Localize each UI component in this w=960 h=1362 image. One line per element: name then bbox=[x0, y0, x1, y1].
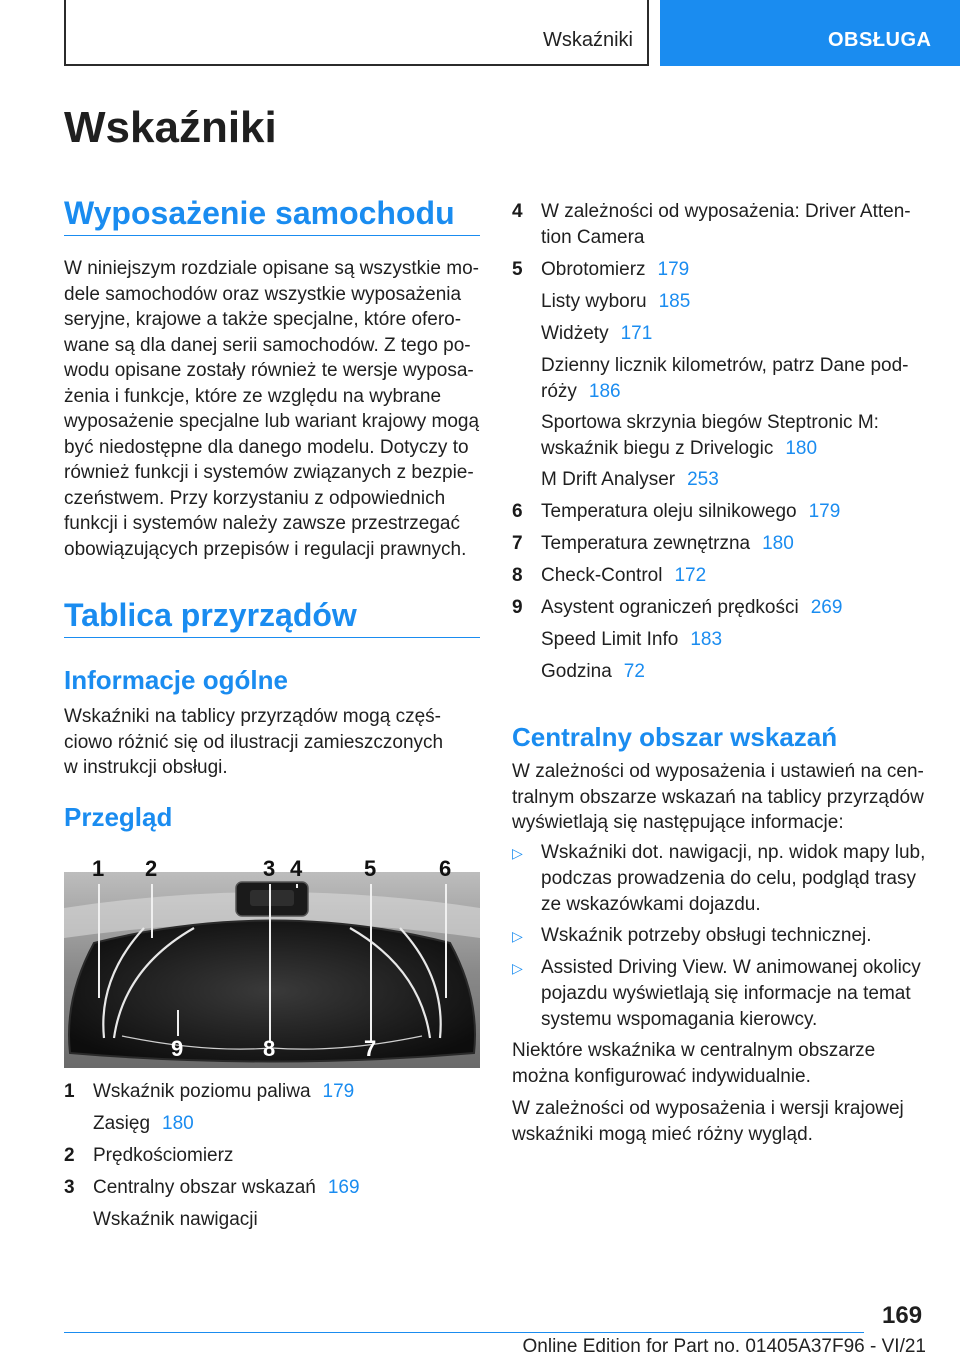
list-item: 9 Asystent ograniczeń prędkości 269 bbox=[512, 597, 843, 618]
page-ref-link[interactable]: 169 bbox=[327, 1177, 360, 1198]
list-item: 6 Temperatura oleju silnikowego 179 bbox=[512, 501, 841, 522]
general-paragraph: Wskaźniki na tablicy przyrządów mogą częś- ciowo różnić się od ilustracji zamieszczonych w instrukcji obsługi. bbox=[64, 706, 444, 778]
page-ref-link[interactable]: 179 bbox=[657, 259, 690, 280]
page-ref-link[interactable]: 172 bbox=[674, 565, 707, 586]
bullet-item: ▷ Wskaźnik potrzeby obsługi technicznej. bbox=[512, 923, 843, 949]
section-rule bbox=[64, 637, 480, 638]
subsection-title-central-display: Centralny obszar wskazań bbox=[512, 722, 838, 752]
bullet-triangle-icon: ▷ bbox=[512, 960, 523, 976]
bullet-item: ▷ Assisted Driving View. W animowanej okolicy pojazdu wyświetlają się informacje na temat systemu wspomagania kierowcy. bbox=[512, 957, 921, 1030]
page-ref-link[interactable]: 179 bbox=[322, 1081, 355, 1102]
list-item: 3 Centralny obszar wskazań 169 bbox=[64, 1177, 360, 1198]
callout-8: 8 bbox=[263, 1036, 276, 1061]
callout-3: 3 bbox=[263, 856, 276, 881]
callout-7: 7 bbox=[364, 1036, 377, 1061]
list-item: Wskaźnik nawigacji bbox=[93, 1209, 258, 1230]
list-item: Zasięg 180 bbox=[93, 1113, 194, 1134]
header-section-box bbox=[64, 0, 649, 66]
list-item: 5 Obrotomierz 179 bbox=[512, 259, 690, 280]
callout-2: 2 bbox=[145, 856, 158, 881]
footer-rule bbox=[64, 1332, 864, 1333]
list-item: Speed Limit Info 183 bbox=[541, 629, 723, 650]
header-chapter-tab[interactable] bbox=[660, 0, 960, 66]
section-rule bbox=[64, 235, 480, 236]
callout-6: 6 bbox=[439, 856, 452, 881]
page-ref-link[interactable]: 186 bbox=[588, 381, 621, 402]
central-display-intro: W zależności od wyposażenia i ustawień na cen- tralnym obszarze wskazań na tablicy przyrządów wyświetlają się następujące informacje: bbox=[512, 761, 924, 833]
callout-9: 9 bbox=[171, 1036, 184, 1061]
bullet-triangle-icon: ▷ bbox=[512, 845, 523, 861]
page-ref-link[interactable]: 185 bbox=[658, 291, 691, 312]
callout-1: 1 bbox=[92, 856, 105, 881]
list-item: M Drift Analyser 253 bbox=[541, 469, 719, 490]
edition-footer: Online Edition for Part no. 01405A37F96 - VI/21 bbox=[522, 1336, 926, 1357]
list-item: Widżety 171 bbox=[541, 323, 653, 344]
instrument-cluster-illustration bbox=[64, 848, 480, 1068]
page-ref-link[interactable]: 269 bbox=[810, 597, 843, 618]
bullet-triangle-icon: ▷ bbox=[512, 928, 523, 944]
callout-5: 5 bbox=[364, 856, 377, 881]
equipment-paragraph: W niniejszym rozdziale opisane są wszystkie mo- dele samochodów oraz wszystkie wyposażenia seryjne, krajowe a także specjalne, które ofero- wane są dla danej serii samochodów. Z tego po- wodu opisane zostały również te wersje wyposa- żenia i funkcje, które ze względu na wybrane wyposażenie specjalne lub wariant krajowy mogą być niedostępne dla danego modelu. Dotyczy to również funkcji i systemów związanych z bezpie- czeństwem. Przy korzystaniu z odpowiednich funkcji i systemów należy zawsze przestrzegać obowiązujących przepisów i regulacji prawnych. bbox=[64, 258, 480, 560]
page-ref-link[interactable]: 72 bbox=[623, 661, 645, 682]
page-ref-link[interactable]: 180 bbox=[162, 1113, 194, 1134]
page-ref-link[interactable]: 180 bbox=[762, 533, 794, 554]
header-chapter-label: OBSŁUGA bbox=[828, 29, 932, 51]
list-item: 2 Prędkościomierz bbox=[64, 1145, 234, 1166]
page-ref-link[interactable]: 253 bbox=[687, 469, 719, 490]
list-item: 1 Wskaźnik poziomu paliwa 179 bbox=[64, 1081, 355, 1102]
page-number: 169 bbox=[882, 1302, 923, 1329]
subsection-title-general: Informacje ogólne bbox=[64, 665, 288, 695]
configurable-note: Niektóre wskaźnika w centralnym obszarze można konfigurować indywidualnie. bbox=[512, 1040, 876, 1087]
page-ref-link[interactable]: 180 bbox=[785, 438, 818, 459]
bullet-item: ▷ Wskaźniki dot. nawigacji, np. widok mapy lub, podczas prowadzenia do celu, podgląd trasy ze wskazówkami dojazdu. bbox=[512, 842, 926, 915]
section-title-instrument-panel: Tablica przyrządów bbox=[64, 597, 357, 633]
page-ref-link[interactable]: 183 bbox=[690, 629, 723, 650]
subsection-title-overview: Przegląd bbox=[64, 802, 173, 832]
page-title: Wskaźniki bbox=[64, 103, 277, 152]
page-ref-link[interactable]: 179 bbox=[808, 501, 841, 522]
page-ref-link[interactable]: 171 bbox=[620, 323, 653, 344]
list-item: 8 Check-Control 172 bbox=[512, 565, 707, 586]
list-item: Godzina 72 bbox=[541, 661, 645, 682]
list-item: Listy wyboru 185 bbox=[541, 291, 691, 312]
section-title-equipment: Wyposażenie samochodu bbox=[64, 195, 455, 231]
list-item: 7 Temperatura zewnętrzna 180 bbox=[512, 533, 794, 554]
appearance-note: W zależności od wyposażenia i wersji krajowej wskaźniki mogą mieć różny wygląd. bbox=[512, 1098, 904, 1145]
header-section-label: Wskaźniki bbox=[542, 29, 633, 51]
callout-4: 4 bbox=[290, 856, 303, 881]
